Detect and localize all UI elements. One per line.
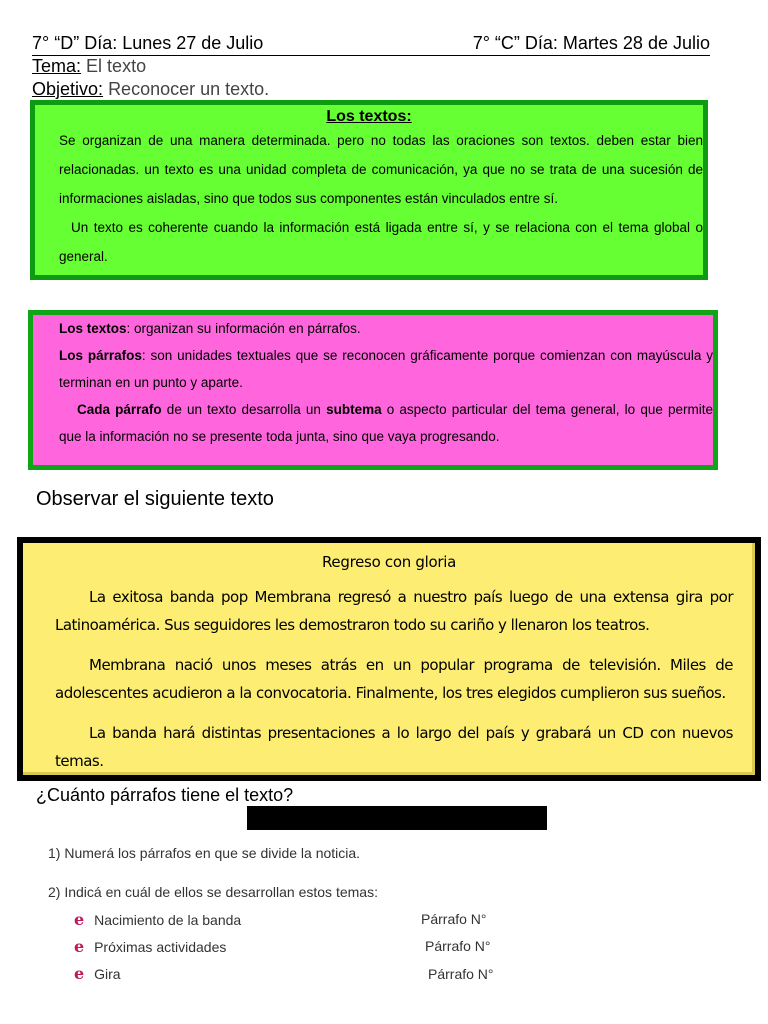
objetivo-label: Objetivo: [32, 79, 104, 99]
exercise-1: 1) Numerá los párrafos en que se divide la noticia. [48, 845, 361, 861]
pink-mid: de un texto desarrolla un [161, 402, 327, 417]
topic-label: Próximas actividades [94, 939, 227, 955]
article-box [23, 543, 755, 775]
los-textos-box [30, 100, 708, 280]
topic-label: Gira [94, 966, 121, 982]
parrafos-box [28, 310, 718, 470]
los-textos-paragraph-2: Un texto es coherente cuando la información está ligada entre sí, y se relaciona con el tema global o general. [59, 220, 703, 264]
article-title: Regreso con gloria [321, 553, 457, 571]
pink-def-parrafos: : son unidades textuales que se reconocen gráficamente porque comienzan con mayúscula y terminan en un punto y aparte. [59, 348, 713, 390]
los-textos-title: Los textos: [326, 108, 412, 125]
pink-def-textos: : organizan su información en párrafos. [126, 321, 361, 336]
bullet-icon: e [74, 910, 85, 929]
pink-def-subtema: o aspecto particular del tema general, lo que permite que la información no se presente toda junta, sino que vaya progresando. [59, 402, 713, 444]
list-item [74, 964, 121, 983]
list-item [74, 937, 226, 956]
observe-heading: Observar el siguiente texto [36, 488, 274, 510]
exercise-2: 2) Indicá en cuál de ellos se desarrollan estos temas: [48, 884, 378, 900]
tema-label: Tema: [32, 56, 82, 76]
pink-term-parrafos: Los párrafos [59, 348, 142, 363]
article-paragraph-3: La banda hará distintas presentaciones a lo largo del país y grabará un CD con nuevos temas. [55, 724, 733, 770]
pink-term-cada-parrafo: Cada párrafo [77, 402, 162, 417]
article-paragraph-2: Membrana nació unos meses atrás en un popular programa de televisión. Miles de adolescentes acudieron a la convocatoria. Finalmente, los tres elegidos cumplieron sus sueños. [55, 656, 733, 702]
tema-value: El texto [86, 56, 147, 76]
date-header [32, 32, 710, 56]
pink-term-subtema: subtema [326, 402, 382, 417]
pink-line-3 [33, 396, 713, 450]
bullet-icon: e [74, 937, 85, 956]
topic-label: Nacimiento de la banda [94, 912, 242, 928]
list-item [74, 910, 241, 929]
article-paragraph-1: La exitosa banda pop Membrana regresó a nuestro país luego de una extensa gira por Latinoamérica. Sus seguidores les demostraron todo su cariño y llenaron los teatros. [55, 588, 733, 634]
date-right: 7° “C” Día: Martes 28 de Julio [472, 33, 710, 53]
answer-label: Párrafo N° [425, 938, 491, 954]
pink-line-1 [33, 315, 713, 342]
pink-term-textos: Los textos [59, 321, 127, 336]
bullet-icon: e [74, 964, 85, 983]
objetivo-value: Reconocer un texto. [108, 79, 270, 99]
answer-label: Párrafo N° [421, 911, 487, 927]
date-left: 7° “D” Día: Lunes 27 de Julio [32, 33, 264, 53]
objetivo-line [32, 78, 269, 100]
los-textos-paragraph-1: Se organizan de una manera determinada. pero no todas las oraciones son textos. deben estar bien relacionadas. un texto es una unidad completa de comunicación, ya que no se trata de una sucesión de informaciones aisladas, sino que todos sus componentes están vinculados entre sí. [59, 133, 703, 206]
answer-label: Párrafo N° [428, 966, 494, 982]
tema-line [32, 55, 146, 77]
redaction-bar [247, 806, 547, 830]
pink-line-2 [33, 342, 713, 396]
question-paragraph-count: ¿Cuánto párrafos tiene el texto? [36, 785, 294, 805]
